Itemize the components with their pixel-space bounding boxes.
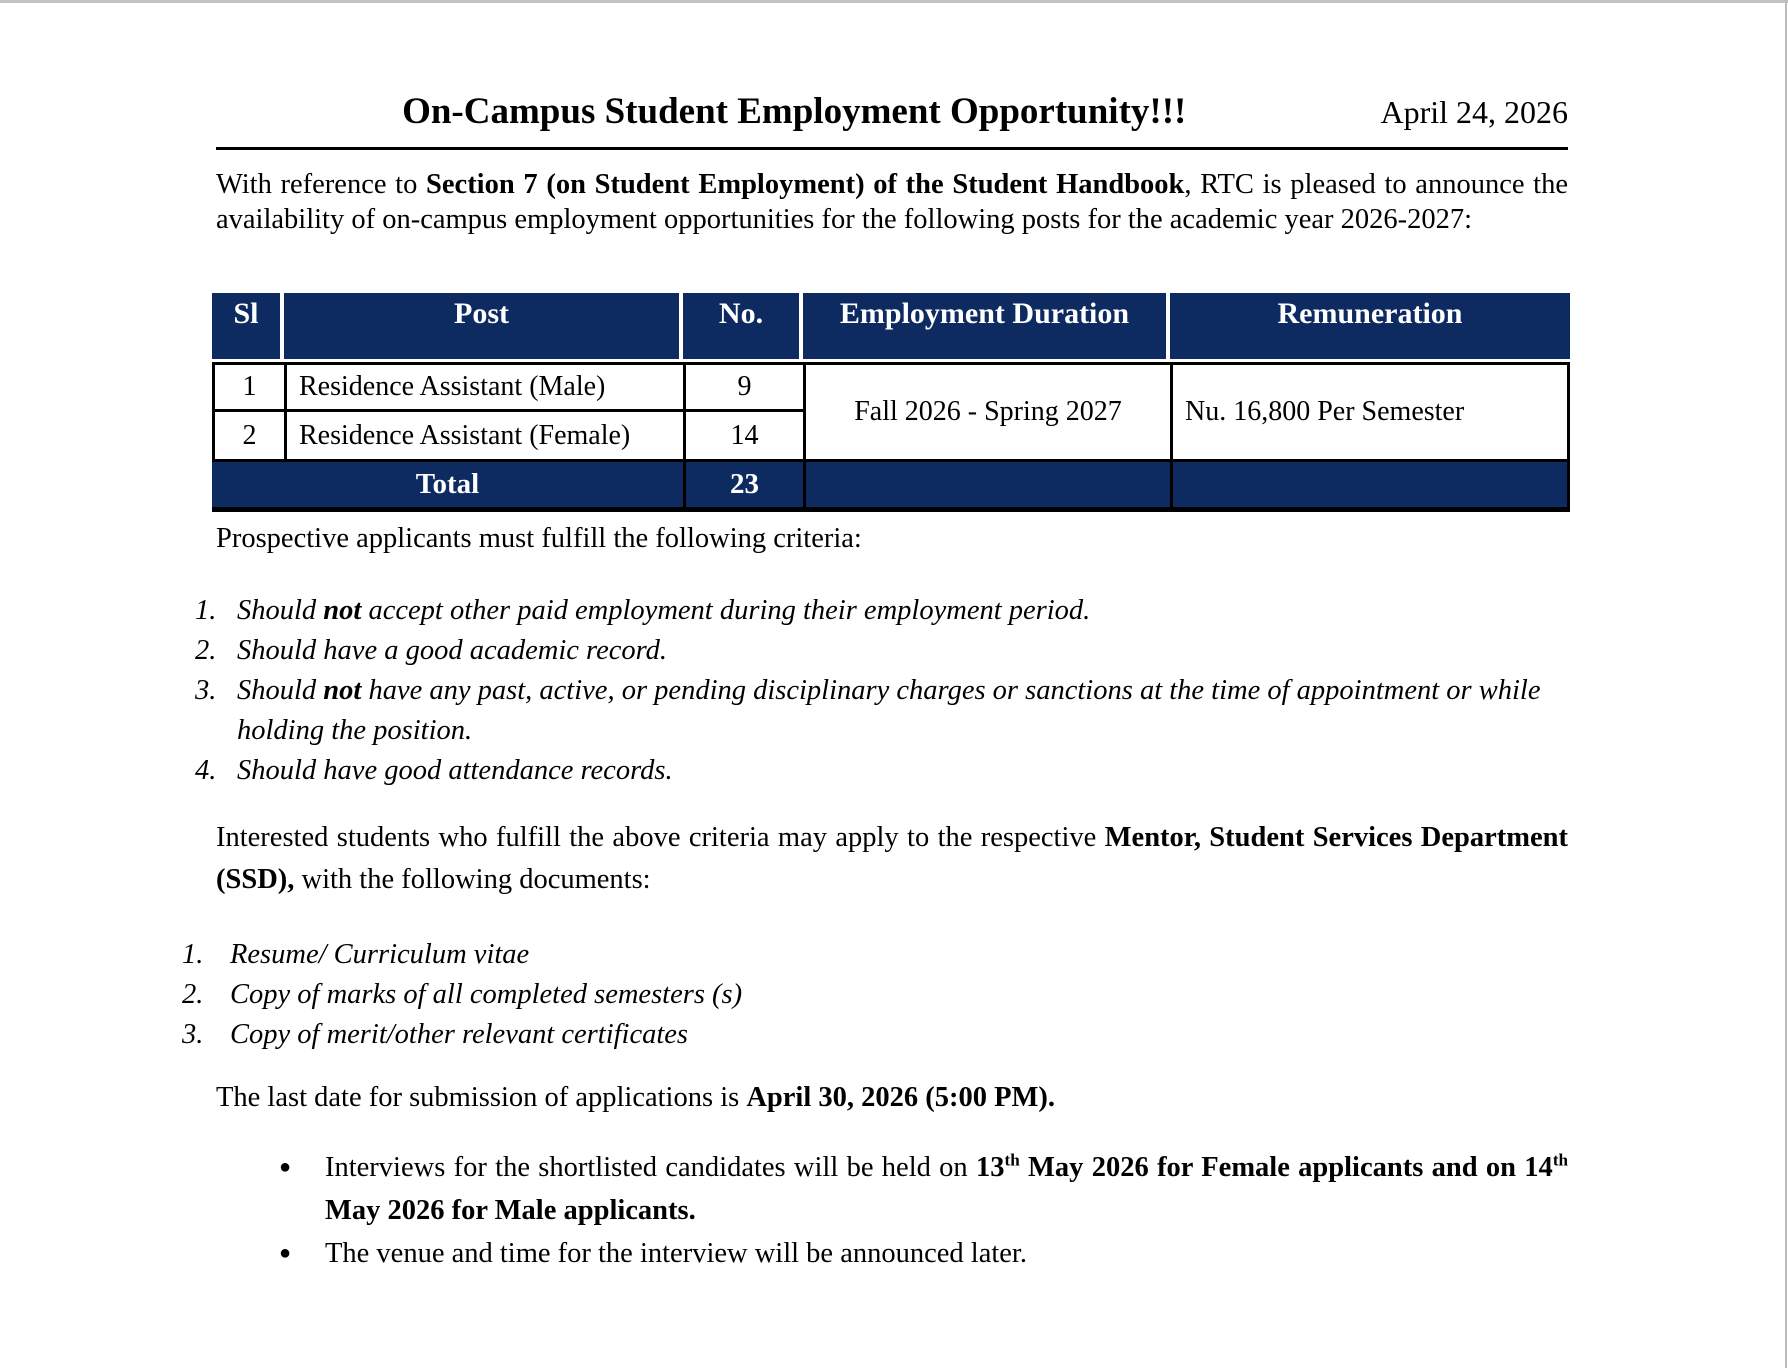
list-item — [182, 975, 1568, 1015]
apply-text-bold: Mentor, Student Services Department (SSD), — [216, 822, 1568, 895]
cell-duration: Fall 2026 - Spring 2027 — [803, 362, 1170, 462]
bullet-text-bold: May 2026 for Female applicants and on 14 — [1019, 1152, 1553, 1183]
bullet-list — [279, 1146, 1568, 1275]
criteria-text: have any past, active, or pending disciplinary charges or sanctions at the time of appointment or while holding the position. — [237, 675, 1541, 746]
criteria-text: Should — [237, 675, 324, 706]
deadline-text-bold: April 30, 2026 (5:00 PM). — [746, 1082, 1056, 1113]
deadline-line — [216, 1080, 1568, 1115]
list-item-number: 1. — [195, 595, 217, 626]
list-item — [195, 671, 1568, 751]
list-item-text: Copy of marks of all completed semesters (s) — [230, 979, 743, 1010]
bullet-text-bold: May 2026 for Male applicants. — [325, 1195, 696, 1226]
list-item-text — [237, 631, 667, 671]
criteria-text: Should have a good academic record. — [237, 635, 668, 666]
header-date: April 24, 2026 — [1380, 94, 1568, 130]
ordinal-superscript: th — [1552, 1150, 1569, 1170]
col-header-post: Post — [284, 293, 683, 362]
col-header-sl: Sl — [212, 293, 284, 362]
list-item-text: The venue and time for the interview will be announced later. — [325, 1238, 1027, 1269]
total-empty-duration-cell — [803, 462, 1170, 512]
list-item-number: 3. — [195, 675, 217, 706]
list-item-text — [237, 751, 673, 791]
table-total-row — [212, 462, 1570, 512]
cell-post-1: Residence Assistant (Male) — [284, 362, 683, 412]
list-item-text: Copy of merit/other relevant certificates — [230, 1019, 689, 1050]
bullet-text: Interviews for the shortlisted candidates will be held on — [325, 1152, 977, 1183]
criteria-text-bold: not — [323, 595, 362, 626]
intro-text-bold: Section 7 (on Student Employment) of the Student Handbook — [426, 169, 1185, 200]
cell-post-2: Residence Assistant (Female) — [284, 412, 683, 462]
apply-text-post: with the following documents: — [294, 864, 651, 895]
bullet-marker: ● — [279, 1156, 292, 1178]
total-empty-remuneration-cell — [1170, 462, 1570, 512]
cell-sl-1: 1 — [212, 362, 284, 412]
cell-no-2: 14 — [683, 412, 803, 462]
total-label-cell: Total — [212, 462, 683, 512]
intro-text-post: , RTC is pleased to announce the availability of on-campus employment opportunities for the following posts for the academic year 2026-2027: — [216, 169, 1568, 235]
total-value-cell: 23 — [683, 462, 803, 512]
list-item — [182, 1015, 1568, 1055]
list-item-text — [237, 591, 1090, 631]
criteria-text: Should — [237, 595, 324, 626]
list-item-text — [325, 1146, 1568, 1232]
list-item — [279, 1146, 1568, 1232]
page-title: On-Campus Student Employment Opportunity!!! — [402, 91, 1187, 132]
bullet-marker: ● — [279, 1242, 292, 1264]
documents-list — [182, 935, 1568, 1055]
list-item — [279, 1232, 1568, 1275]
table-row — [212, 362, 1570, 412]
list-item-number: 3. — [182, 1019, 204, 1050]
criteria-intro: Prospective applicants must fulfill the following criteria: — [216, 523, 862, 554]
list-item-number: 2. — [182, 979, 204, 1010]
cell-sl-2: 2 — [212, 412, 284, 462]
criteria-list — [195, 591, 1568, 791]
apply-paragraph — [216, 817, 1568, 901]
cell-no-1: 9 — [683, 362, 803, 412]
table-header-row — [212, 293, 1570, 362]
title-row — [216, 92, 1568, 132]
apply-text-pre: Interested students who fulfill the above criteria may apply to the respective — [216, 822, 1105, 853]
list-item-number: 4. — [195, 755, 217, 786]
intro-text-pre: With reference to — [216, 169, 427, 200]
col-header-remuneration: Remuneration — [1170, 293, 1570, 362]
bullet-text-bold: 13 — [976, 1152, 1005, 1183]
list-item-number: 2. — [195, 635, 217, 666]
list-item — [182, 935, 1568, 975]
cell-remuneration: Nu. 16,800 Per Semester — [1170, 362, 1570, 462]
criteria-text-bold: not — [323, 675, 362, 706]
vacancy-table — [212, 293, 1570, 512]
list-item-number: 1. — [182, 939, 204, 970]
list-item — [195, 631, 1568, 671]
col-header-duration: Employment Duration — [803, 293, 1170, 362]
list-item-text — [237, 671, 1568, 751]
list-item — [195, 591, 1568, 631]
title-underline — [216, 147, 1568, 150]
deadline-text: The last date for submission of applications is — [216, 1082, 747, 1113]
ordinal-superscript: th — [1004, 1150, 1020, 1170]
list-item-text: Resume/ Curriculum vitae — [230, 939, 530, 970]
window-right-edge — [1785, 0, 1787, 1368]
list-item — [195, 751, 1568, 791]
intro-paragraph — [216, 167, 1568, 237]
col-header-no: No. — [683, 293, 803, 362]
document-content — [182, 0, 1569, 1275]
criteria-text: accept other paid employment during their employment period. — [361, 595, 1091, 626]
criteria-text: Should have good attendance records. — [237, 755, 673, 786]
